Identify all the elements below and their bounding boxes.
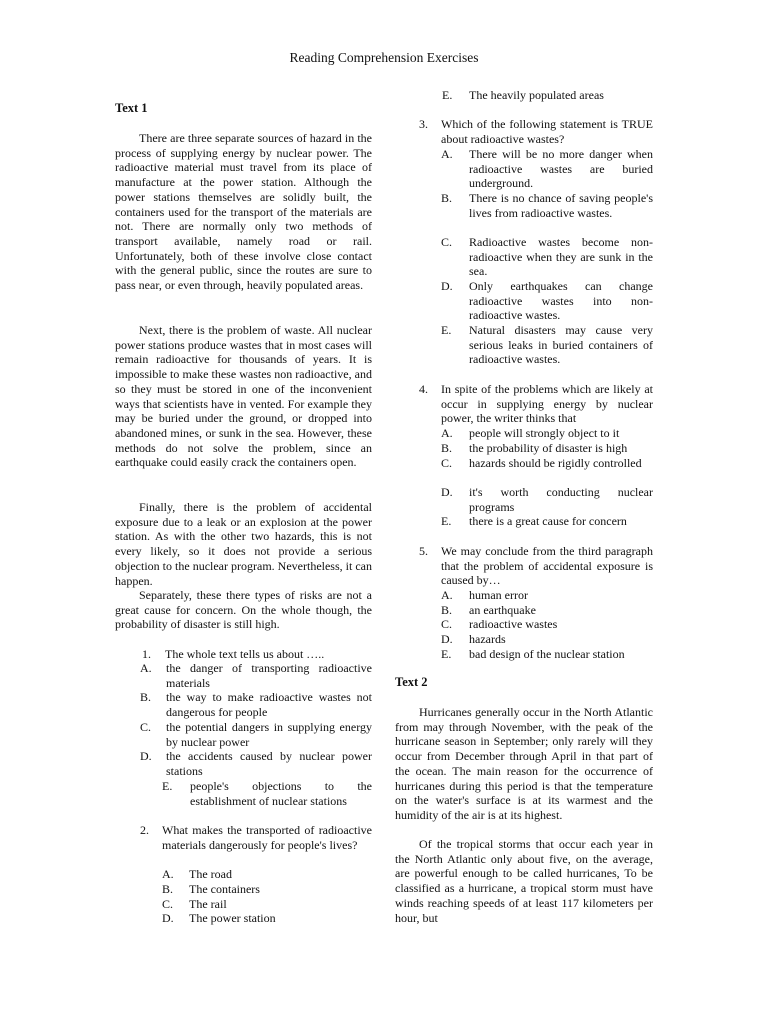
- page-title: Reading Comprehension Exercises: [289, 50, 479, 65]
- question-text: What makes the transported of radioactive materials dangerously for people's lives?: [162, 823, 372, 852]
- text1-heading: Text 1: [115, 101, 148, 115]
- text1-paragraph-2: Next, there is the problem of waste. All nuclear power stations produce wastes that in most cases will remain radioactive for thousands of years. It is impossible to make these wastes non radioactive, and so they must be stored in one of the inconvenient ways that scientists have in vented. For example they may be buried under the ground, or dropped into abandoned mines, or sunk in the sea. However, these methods do not solve the problem, since an earthquake could easily crack the containers open.: [115, 323, 372, 470]
- question-number: 3.: [419, 117, 428, 131]
- text2-paragraph-1: Hurricanes generally occur in the North Atlantic from may through November, with the peak of the hurricane season in September; only rarely will they occur from December through April in that part of the ocean. The main reason for the occurrence of hurricanes during this period is that the temperature on the water's surface is at its warmest and the humidity of the air is at its highest.: [395, 705, 653, 822]
- question-text: Which of the following statement is TRUE about radioactive wastes?: [441, 117, 653, 146]
- text1-paragraph-3: Finally, there is the problem of accidental exposure due to a leak or an explosion at the power station. As with the other two hazards, this is not every likely, so it does not provide a serious objection to the nuclear program. Nevertheless, it can happen.: [115, 500, 372, 588]
- text1-paragraph-1: There are three separate sources of hazard in the process of supplying energy by nuclear power. The radioactive material must travel from its place of manufacture at the power station. Although the power stations themselves are solidly built, the containers used for the transport of the materials are not. There are normally only two methods of transport available, namely road or rail. Unfortunately, both of these involve close contact with the general public, since the routes are sure to pass near, or even through, heavily populated areas.: [115, 131, 372, 293]
- question-number: 2.: [140, 823, 149, 837]
- question-text: The whole text tells us about …..: [165, 647, 325, 661]
- question-number: 1.: [142, 647, 151, 661]
- question-number: 5.: [419, 544, 428, 558]
- text2-heading: Text 2: [395, 675, 428, 689]
- question-text: In spite of the problems which are likely at occur in supplying energy by nuclear power, the writer thinks that: [441, 382, 653, 426]
- text1-paragraph-4: Separately, these there types of risks are not a great cause for concern. On the whole though, the probability of disaster is still high.: [115, 588, 372, 632]
- text2-paragraph-2: Of the tropical storms that occur each year in the North Atlantic only about five, on the average, are powerful enough to be called hurricanes, To be classified as a hurricane, a tropical storm must have winds reaching speeds of at least 117 kilometers per hour, but: [395, 837, 653, 925]
- question-number: 4.: [419, 382, 428, 396]
- question-text: We may conclude from the third paragraph that the problem of accidental exposure is caused by…: [441, 544, 653, 588]
